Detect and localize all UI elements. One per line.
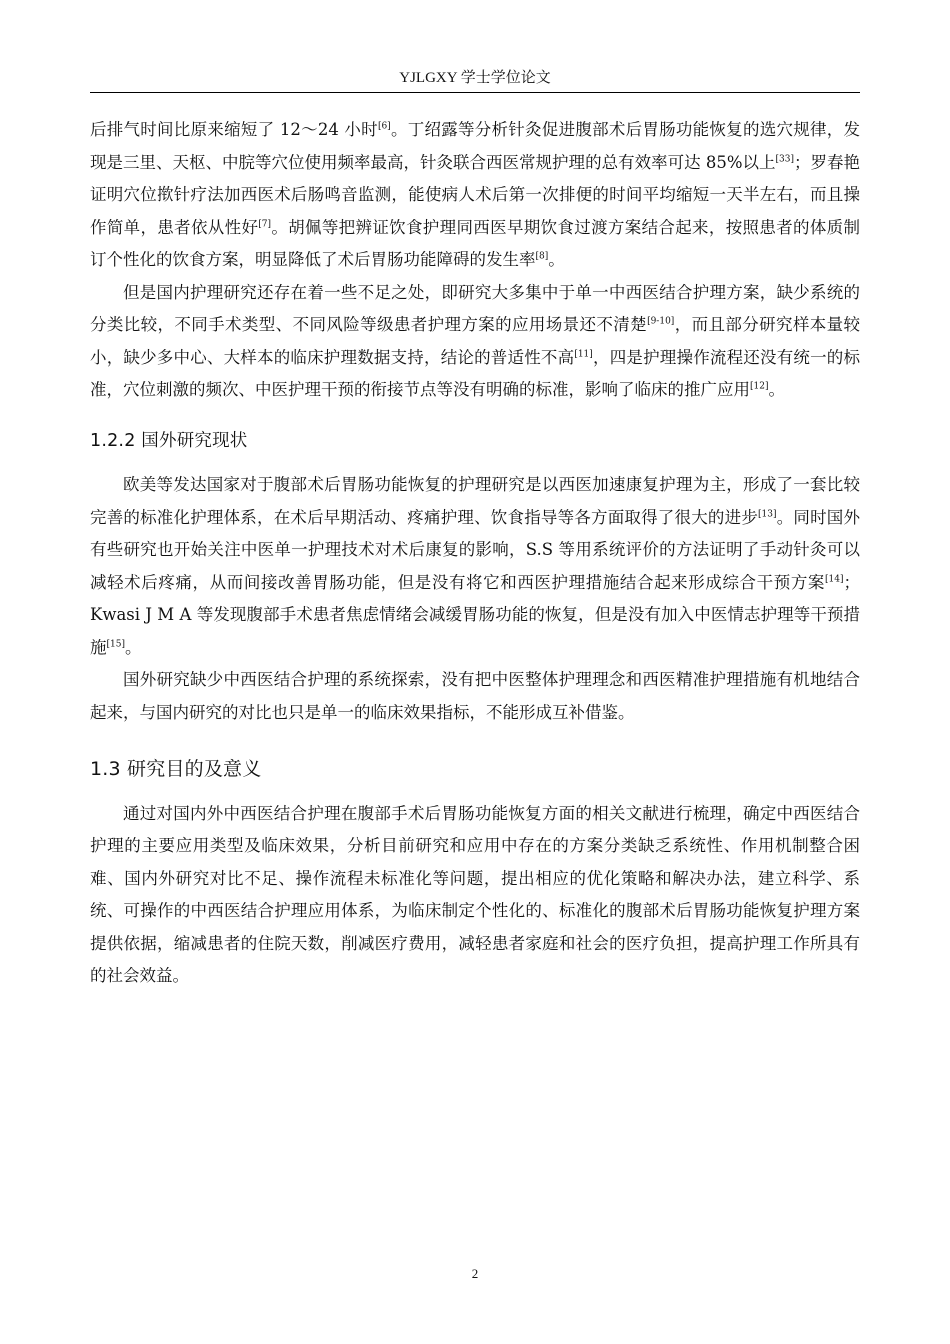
text-run: 。丁绍露等分析针灸促进腹部术后胃肠功能恢复的选穴规律，发现是三里、天枢、中脘等穴位使用频率最高，针灸联合西医常规护理的总有效率可达 85%以上 bbox=[90, 120, 861, 172]
text-run: ；Kwasi J M A 等发现腹部手术患者焦虑情绪会减缓胃肠功能的恢复，但是没有加入中医情志护理等干预措施 bbox=[90, 572, 860, 657]
text-run: ，而且部分研究样本量较小，缺少多中心、大样本的临床护理数据支持，结论的普适性不高 bbox=[90, 315, 861, 367]
paragraph-foreign-gap: 国外研究缺少中西医结合护理的系统探索，没有把中医整体护理理念和西医精准护理措施有机地结合起来，与国内研究的对比也只是单一的临床效果指标，不能形成互补借鉴。 bbox=[90, 670, 860, 722]
paragraph-domestic-limitations bbox=[90, 277, 860, 407]
paragraph-continued bbox=[90, 114, 860, 277]
citation-ref[interactable]: [8] bbox=[535, 251, 549, 262]
page-number: 2 bbox=[471, 1266, 479, 1281]
text-run: 。 bbox=[548, 250, 565, 269]
text-run: ，四是护理操作流程还没有统一的标准，穴位刺激的频次、中医护理干预的衔接节点等没有明确的标准，影响了临床的推广应用 bbox=[90, 347, 861, 399]
citation-ref[interactable]: [6] bbox=[377, 121, 391, 132]
citation-ref[interactable]: [33] bbox=[775, 154, 794, 164]
text-run: ；罗春艳证明穴位揿针疗法加西医术后肠鸣音监测，能使病人术后第一次排便的时间平均缩短一天半左右，而且操作简单，患者依从性好 bbox=[90, 152, 861, 237]
paragraph-purpose: 通过对国内外中西医结合护理在腹部手术后胃肠功能恢复方面的相关文献进行梳理，确定中西医结合护理的主要应用类型及临床效果，分析目前研究和应用中存在的方案分类缺乏系统性、作用机制整合困难、国内外研究对比不足、操作流程未标准化等问题，提出相应的优化策略和解决办法，建立科学、系统、可操作的中西医结合护理应用体系，为临床制定个性化的、标准化的腹部术后胃肠功能恢复护理方案提供依据，缩减患者的住院天数，削减医疗费用，减轻患者家庭和社会的医疗负担，提高护理工作所具有的社会效益。 bbox=[90, 803, 860, 985]
citation-ref[interactable]: [11] bbox=[574, 349, 593, 359]
citation-ref[interactable]: [15] bbox=[106, 639, 125, 649]
section-heading-1-3: 1.3 研究目的及意义 bbox=[90, 758, 262, 780]
citation-ref[interactable]: [12] bbox=[750, 381, 769, 392]
running-header: YJLGXY 学士学位论文 bbox=[399, 70, 551, 86]
body-text bbox=[90, 114, 860, 993]
text-run: 。同时国外有些研究也开始关注中医单一护理技术对术后康复的影响，S.S 等用系统评价的方法证明了手动针灸可以减轻术后疼痛，从而间接改善胃肠功能，但是没有将它和西医护理措施结合起来形成综合干预方案 bbox=[90, 507, 861, 592]
paragraph-foreign-status bbox=[90, 469, 860, 664]
citation-ref[interactable]: [7] bbox=[258, 219, 272, 229]
citation-ref[interactable]: [13] bbox=[758, 509, 777, 519]
text-run: 。胡佩等把辨证饮食护理同西医早期饮食过渡方案结合起来，按照患者的体质制订个性化的饮食方案，明显降低了术后胃肠功能障碍的发生率 bbox=[90, 217, 861, 269]
text-run: 但是国内护理研究还存在着一些不足之处，即研究大多集中于单一中西医结合护理方案，缺少系统的分类比较，不同手术类型、不同风险等级患者护理方案的应用场景还不清楚 bbox=[90, 282, 860, 334]
header-rule bbox=[90, 92, 860, 93]
text-run: 。 bbox=[768, 380, 785, 399]
citation-ref[interactable]: [9-10] bbox=[647, 316, 675, 327]
text-run: 欧美等发达国家对于腹部术后胃肠功能恢复的护理研究是以西医加速康复护理为主，形成了一套比较完善的标准化护理体系，在术后早期活动、疼痛护理、饮食指导等各方面取得了很大的进步 bbox=[90, 475, 860, 527]
section-heading-1-2-2: 1.2.2 国外研究现状 bbox=[90, 430, 248, 451]
text-run: 。 bbox=[124, 637, 142, 657]
text-run: 后排气时间比原来缩短了 12～24 小时 bbox=[90, 120, 378, 139]
citation-ref[interactable]: [14] bbox=[825, 574, 844, 584]
